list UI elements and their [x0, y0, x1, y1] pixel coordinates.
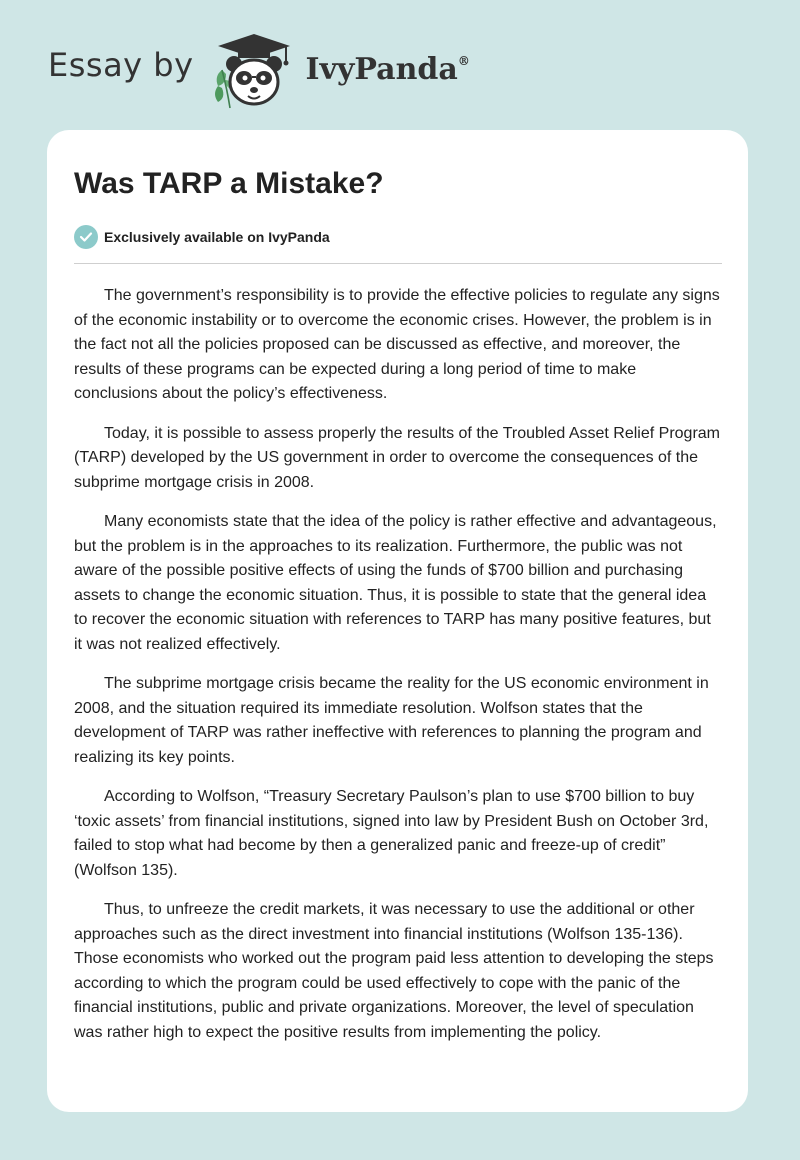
exclusive-badge [74, 225, 722, 249]
site-header [48, 30, 470, 110]
essay-body [74, 284, 722, 1045]
registered-mark: ® [457, 53, 470, 68]
essay-paragraph: Many economists state that the idea of the policy is rather effective and advantageous, but the problem is in the approaches to its realization. Furthermore, the public was not aware of the possible positive effects of using the funds of $700 billion and purchasing assets to change the economic situation. Thus, it is possible to state that the general idea to recover the economic situation with references to TARP has many positive features, but it was not realized effectively. [74, 513, 717, 653]
brand-name[interactable] [306, 52, 470, 87]
divider [74, 263, 722, 264]
essay-by-label: Essay by [48, 46, 194, 84]
brand-text[interactable]: IvyPanda [305, 51, 458, 87]
essay-paragraph: Today, it is possible to assess properly the results of the Troubled Asset Relief Program (TARP) developed by the US government in order to overcome the consequences of the subprime mortgage crisis in 2008. [74, 424, 720, 491]
essay-paragraph: Thus, to unfreeze the credit markets, it was necessary to use the additional or other approaches such as the direct investment into financial institutions (Wolfson 135-136). Those economists who worked out the program paid less attention to developing the steps according to which the program could be used effectively to cope with the panic of the financial institutions, public and private organizations. Moreover, the level of speculation was rather high to expect the positive results from implementing the policy. [74, 901, 714, 1041]
exclusive-badge-label: Exclusively available on IvyPanda [104, 229, 330, 245]
essay-paragraph: The subprime mortgage crisis became the reality for the US economic environment in 2008, and the situation required its immediate resolution. Wolfson states that the development of TARP was rather ineffective with references to planning the program and realizing its key points. [74, 675, 709, 766]
check-icon [74, 225, 98, 249]
essay-paragraph: The government’s responsibility is to provide the effective policies to regulate any signs of the economic instability or to overcome the economic crises. However, the problem is in the fact not all the policies proposed can be discussed as effective, and moreover, the results of these programs can be expected during a long period of time to make conclusions about the policy’s effectiveness. [74, 287, 720, 402]
page-title: Was TARP a Mistake? [74, 167, 384, 200]
essay-card [47, 130, 748, 1112]
essay-paragraph: According to Wolfson, “Treasury Secretary Paulson’s plan to use $700 billion to buy ‘toxic assets’ from financial institutions, signed into law by President Bush on October 3rd, failed to stop what had become by then a generalized panic and freeze-up of credit” (Wolfson 135). [74, 788, 709, 879]
ivypanda-logo-icon[interactable] [208, 30, 300, 110]
